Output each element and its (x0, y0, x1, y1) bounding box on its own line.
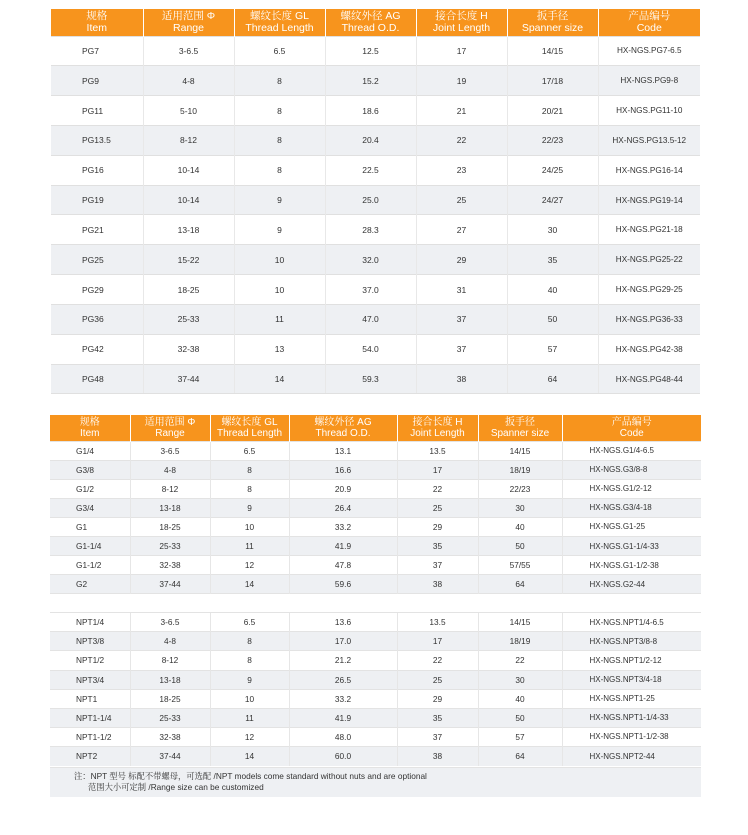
table-cell: NPT1 (50, 689, 130, 708)
table-cell: 64 (478, 575, 562, 594)
table-cell: 17 (397, 460, 478, 479)
table-cell: 17 (397, 632, 478, 651)
table-cell: 6.5 (210, 441, 289, 460)
table-cell: 50 (478, 708, 562, 727)
column-header-zh: 螺纹长度 GL (250, 10, 309, 23)
table-cell: 25.0 (325, 185, 416, 215)
column-header-en: Thread Length (216, 427, 283, 439)
table-cell: HX-NGS.G1-25 (562, 517, 701, 536)
table-row (51, 364, 700, 394)
table-cell: 37 (416, 334, 507, 364)
table-cell: 50 (478, 536, 562, 555)
table-cell: 8 (234, 96, 325, 126)
table-cell: 30 (478, 498, 562, 517)
column-header-zh: 规格 (79, 416, 100, 428)
table-cell: 57/55 (478, 556, 562, 575)
table-cell: HX-NGS.PG48-44 (598, 364, 700, 394)
column-header-zh: 螺纹长度 GL (221, 416, 278, 428)
table-cell: 18.6 (325, 96, 416, 126)
table-cell: 9 (234, 185, 325, 215)
table-cell: 60.0 (289, 746, 397, 765)
table-cell: 10 (234, 275, 325, 305)
table-cell: PG11 (51, 96, 143, 126)
table-cell: 17/18 (507, 66, 598, 96)
section-spacer (50, 594, 701, 613)
table-cell: PG29 (51, 275, 143, 305)
column-header-en: Spanner size (521, 22, 584, 35)
table-cell: 21 (416, 96, 507, 126)
table-cell: 38 (397, 575, 478, 594)
table-cell: PG19 (51, 185, 143, 215)
table-cell: 5-10 (143, 96, 234, 126)
table-cell: PG13.5 (51, 125, 143, 155)
column-header-zh: 螺纹外径 AG (314, 416, 372, 428)
table-cell: HX-NGS.G1-1/2-38 (562, 556, 701, 575)
table-row (51, 125, 700, 155)
table-cell: 38 (397, 746, 478, 765)
table-cell: 14 (210, 746, 289, 765)
column-header (210, 415, 289, 441)
table-row (50, 441, 701, 460)
table-cell: HX-NGS.PG16-14 (598, 155, 700, 185)
column-header-en: Range (155, 427, 185, 439)
table-cell: HX-NGS.PG19-14 (598, 185, 700, 215)
table-row (50, 689, 701, 708)
table-row (50, 746, 701, 765)
table-cell: G1 (50, 517, 130, 536)
table-cell: 18-25 (130, 689, 210, 708)
table-cell: 19 (416, 66, 507, 96)
table-cell: 8-12 (130, 479, 210, 498)
note-line-1: 注：NPT 型号 标配不带螺母，可选配 /NPT models come standard without nuts and are optional (74, 771, 427, 781)
table-cell: HX-NGS.NPT1/4-6.5 (562, 613, 701, 632)
table-row (50, 575, 701, 594)
table-cell: NPT1-1/2 (50, 727, 130, 746)
table-cell: HX-NGS.NPT1/2-12 (562, 651, 701, 670)
table-cell: 10 (210, 689, 289, 708)
table-cell: 22 (478, 651, 562, 670)
table-cell: 9 (234, 215, 325, 245)
table-cell: 13.1 (289, 441, 397, 460)
table-row (50, 498, 701, 517)
table-cell: 37-44 (130, 746, 210, 765)
table-cell: HX-NGS.PG42-38 (598, 334, 700, 364)
table-cell: 40 (478, 689, 562, 708)
table-cell: 13-18 (130, 670, 210, 689)
table-row (51, 334, 700, 364)
column-header-en: Thread O.D. (315, 427, 371, 439)
table-cell: 8 (210, 651, 289, 670)
table-cell: PG42 (51, 334, 143, 364)
column-header-zh: 接合长度 H (412, 416, 463, 428)
table-cell: 14 (234, 364, 325, 394)
table-cell: 25 (397, 498, 478, 517)
table-cell: 24/25 (507, 155, 598, 185)
table-cell: HX-NGS.G3/4-18 (562, 498, 701, 517)
table-cell: 8 (234, 66, 325, 96)
table-cell: 59.6 (289, 575, 397, 594)
table-cell: 64 (507, 364, 598, 394)
table-cell: 26.5 (289, 670, 397, 689)
column-header-en: Thread O.D. (341, 22, 400, 35)
table-cell: 47.8 (289, 556, 397, 575)
column-header-zh: 适用范围 Φ (144, 416, 196, 428)
table-cell: HX-NGS.PG25-22 (598, 245, 700, 275)
table-cell: 37 (397, 727, 478, 746)
column-header (289, 415, 397, 441)
column-header-zh: 适用范围 Φ (161, 10, 216, 23)
table-cell: 22/23 (478, 479, 562, 498)
table-cell: 25-33 (130, 536, 210, 555)
table-cell: 21.2 (289, 651, 397, 670)
table-cell: 10 (234, 245, 325, 275)
table-cell: 3-6.5 (130, 441, 210, 460)
table-cell: 50 (507, 304, 598, 334)
table-cell: 12.5 (325, 36, 416, 66)
column-header-zh: 扳手径 (505, 416, 535, 428)
column-header-en: Thread Length (245, 22, 314, 35)
table-cell: G1-1/4 (50, 536, 130, 555)
table-cell: 22 (397, 651, 478, 670)
table-cell: 16.6 (289, 460, 397, 479)
table-cell: HX-NGS.PG9-8 (598, 66, 700, 96)
table-cell: 32.0 (325, 245, 416, 275)
table-cell: 41.9 (289, 536, 397, 555)
table-cell: HX-NGS.PG21-18 (598, 215, 700, 245)
table-cell: 48.0 (289, 727, 397, 746)
table-row (50, 536, 701, 555)
table-cell: 8-12 (130, 651, 210, 670)
table-cell: 40 (507, 275, 598, 305)
table-header-row (50, 415, 701, 441)
table-cell: PG21 (51, 215, 143, 245)
table-cell: 25 (416, 185, 507, 215)
column-header-zh: 螺纹外径 AG (340, 10, 401, 23)
table-cell: PG16 (51, 155, 143, 185)
table-cell: 13.6 (289, 613, 397, 632)
table-cell: 3-6.5 (143, 36, 234, 66)
column-header (50, 415, 130, 441)
table-row (50, 517, 701, 536)
table-cell: 64 (478, 746, 562, 765)
table-note (50, 767, 701, 797)
table-cell: 6.5 (210, 613, 289, 632)
table-cell: 18-25 (143, 275, 234, 305)
table-cell: 14 (210, 575, 289, 594)
column-header-en: Code (636, 22, 662, 35)
table-cell: 10-14 (143, 155, 234, 185)
table-cell: 22 (397, 479, 478, 498)
table-row (50, 727, 701, 746)
table-cell: 14/15 (478, 441, 562, 460)
table-row (50, 708, 701, 727)
table-row (50, 460, 701, 479)
table-cell: 22.5 (325, 155, 416, 185)
table-cell: 37-44 (143, 364, 234, 394)
column-header (507, 9, 598, 36)
table-cell: NPT3/4 (50, 670, 130, 689)
table-row (50, 670, 701, 689)
table-cell: 11 (210, 708, 289, 727)
table-cell: 41.9 (289, 708, 397, 727)
table-cell: HX-NGS.G1/4-6.5 (562, 441, 701, 460)
column-header-zh: 扳手径 (536, 10, 569, 23)
table-cell: 20.4 (325, 125, 416, 155)
table-cell: G1/4 (50, 441, 130, 460)
column-header-zh: 产品编号 (611, 416, 652, 428)
table-row (50, 479, 701, 498)
table-row (51, 66, 700, 96)
table-row (51, 215, 700, 245)
table-cell: HX-NGS.NPT3/4-18 (562, 670, 701, 689)
table-cell: 12 (210, 727, 289, 746)
table-cell: 18-25 (130, 517, 210, 536)
table-cell: PG48 (51, 364, 143, 394)
table-cell: 31 (416, 275, 507, 305)
column-header-en: Code (619, 427, 644, 439)
table-cell: 14/15 (507, 36, 598, 66)
table-cell: PG7 (51, 36, 143, 66)
table-cell: HX-NGS.PG11-10 (598, 96, 700, 126)
spacer-cell (50, 594, 701, 613)
table-cell: 18/19 (478, 460, 562, 479)
table-cell: 33.2 (289, 689, 397, 708)
table-cell: 25-33 (143, 304, 234, 334)
table-cell: 9 (210, 670, 289, 689)
table-cell: 13.5 (397, 441, 478, 460)
column-header-en: Item (80, 427, 100, 439)
table-cell: HX-NGS.NPT1-1/4-33 (562, 708, 701, 727)
table-cell: 37-44 (130, 575, 210, 594)
table-row (51, 245, 700, 275)
note-line-2: 范围大小可定制 /Range size can be customized (88, 782, 264, 792)
table-cell: 13 (234, 334, 325, 364)
column-header (234, 9, 325, 36)
table-cell: 11 (210, 536, 289, 555)
table-row (50, 632, 701, 651)
table-cell: NPT1/2 (50, 651, 130, 670)
table-cell: 40 (478, 517, 562, 536)
table-cell: 35 (507, 245, 598, 275)
table-row (50, 651, 701, 670)
column-header (562, 415, 701, 441)
g-npt-spec-table (50, 415, 701, 766)
table-row (51, 275, 700, 305)
table-cell: 57 (507, 334, 598, 364)
table-cell: 54.0 (325, 334, 416, 364)
table-cell: 9 (210, 498, 289, 517)
column-header (325, 9, 416, 36)
column-header-en: Item (86, 22, 107, 35)
table-cell: 17 (416, 36, 507, 66)
column-header (130, 415, 210, 441)
table-cell: G1-1/2 (50, 556, 130, 575)
table-cell: 11 (234, 304, 325, 334)
table-cell: HX-NGS.NPT1-1/2-38 (562, 727, 701, 746)
column-header (51, 9, 143, 36)
table-cell: 57 (478, 727, 562, 746)
table-cell: 22 (416, 125, 507, 155)
table-row (50, 613, 701, 632)
table-cell: 37.0 (325, 275, 416, 305)
table-cell: G2 (50, 575, 130, 594)
table-cell: PG9 (51, 66, 143, 96)
table-cell: HX-NGS.PG13.5-12 (598, 125, 700, 155)
table-cell: HX-NGS.G3/8-8 (562, 460, 701, 479)
column-header-zh: 接合长度 H (435, 10, 488, 23)
table-cell: 35 (397, 536, 478, 555)
table-cell: HX-NGS.NPT3/8-8 (562, 632, 701, 651)
table-cell: HX-NGS.G2-44 (562, 575, 701, 594)
table-cell: 37 (397, 556, 478, 575)
table-cell: PG25 (51, 245, 143, 275)
table-cell: 26.4 (289, 498, 397, 517)
table-cell: 6.5 (234, 36, 325, 66)
table-cell: 47.0 (325, 304, 416, 334)
table-cell: 8 (210, 632, 289, 651)
table-cell: NPT2 (50, 746, 130, 765)
column-header-zh: 产品编号 (628, 10, 671, 23)
table-cell: 32-38 (143, 334, 234, 364)
table-cell: 13-18 (130, 498, 210, 517)
table-row (51, 304, 700, 334)
table-cell: 20/21 (507, 96, 598, 126)
table-cell: 8 (210, 460, 289, 479)
column-header-en: Joint Length (410, 427, 465, 439)
table-cell: 29 (416, 245, 507, 275)
table-cell: HX-NGS.PG29-25 (598, 275, 700, 305)
table-cell: NPT1/4 (50, 613, 130, 632)
table-cell: 4-8 (130, 460, 210, 479)
table-cell: 12 (210, 556, 289, 575)
table-cell: 29 (397, 689, 478, 708)
table-cell: 10-14 (143, 185, 234, 215)
table-cell: 25 (397, 670, 478, 689)
column-header (397, 415, 478, 441)
column-header (416, 9, 507, 36)
table-cell: 24/27 (507, 185, 598, 215)
table-cell: 15-22 (143, 245, 234, 275)
table-cell: 13.5 (397, 613, 478, 632)
column-header-en: Range (173, 22, 204, 35)
column-header-en: Joint Length (432, 22, 491, 35)
column-header (598, 9, 700, 36)
table-cell: HX-NGS.PG7-6.5 (598, 36, 700, 66)
pg-spec-table (51, 9, 700, 394)
table-cell: G3/4 (50, 498, 130, 517)
table-cell: 8 (234, 125, 325, 155)
table-cell: NPT1-1/4 (50, 708, 130, 727)
table-cell: 20.9 (289, 479, 397, 498)
table-cell: 8 (234, 155, 325, 185)
table-cell: HX-NGS.G1/2-12 (562, 479, 701, 498)
table-row (51, 185, 700, 215)
column-header (478, 415, 562, 441)
table-cell: 32-38 (130, 727, 210, 746)
table-cell: 14/15 (478, 613, 562, 632)
table-cell: PG36 (51, 304, 143, 334)
table-cell: 33.2 (289, 517, 397, 536)
table-cell: 38 (416, 364, 507, 394)
table-cell: 28.3 (325, 215, 416, 245)
table-cell: 15.2 (325, 66, 416, 96)
table-cell: 8-12 (143, 125, 234, 155)
table-cell: 35 (397, 708, 478, 727)
table-cell: 3-6.5 (130, 613, 210, 632)
table-cell: 22/23 (507, 125, 598, 155)
table-cell: 4-8 (130, 632, 210, 651)
table-cell: 4-8 (143, 66, 234, 96)
table-cell: 30 (507, 215, 598, 245)
table-cell: 17.0 (289, 632, 397, 651)
table-header-row (51, 9, 700, 36)
table-row (51, 155, 700, 185)
table-cell: 25-33 (130, 708, 210, 727)
table-row (50, 556, 701, 575)
table-cell: 13-18 (143, 215, 234, 245)
table-cell: NPT3/8 (50, 632, 130, 651)
table-cell: HX-NGS.NPT1-25 (562, 689, 701, 708)
column-header (143, 9, 234, 36)
table-cell: 8 (210, 479, 289, 498)
column-header-en: Spanner size (490, 427, 550, 439)
table-cell: 32-38 (130, 556, 210, 575)
table-cell: HX-NGS.NPT2-44 (562, 746, 701, 765)
table-cell: HX-NGS.G1-1/4-33 (562, 536, 701, 555)
column-header-zh: 规格 (86, 10, 108, 23)
table-cell: 29 (397, 517, 478, 536)
table-cell: G1/2 (50, 479, 130, 498)
table-cell: 23 (416, 155, 507, 185)
table-row (51, 36, 700, 66)
table-cell: 18/19 (478, 632, 562, 651)
table-cell: 30 (478, 670, 562, 689)
table-cell: G3/8 (50, 460, 130, 479)
table-cell: 10 (210, 517, 289, 536)
table-cell: HX-NGS.PG36-33 (598, 304, 700, 334)
table-cell: 27 (416, 215, 507, 245)
table-cell: 37 (416, 304, 507, 334)
table-cell: 59.3 (325, 364, 416, 394)
table-row (51, 96, 700, 126)
